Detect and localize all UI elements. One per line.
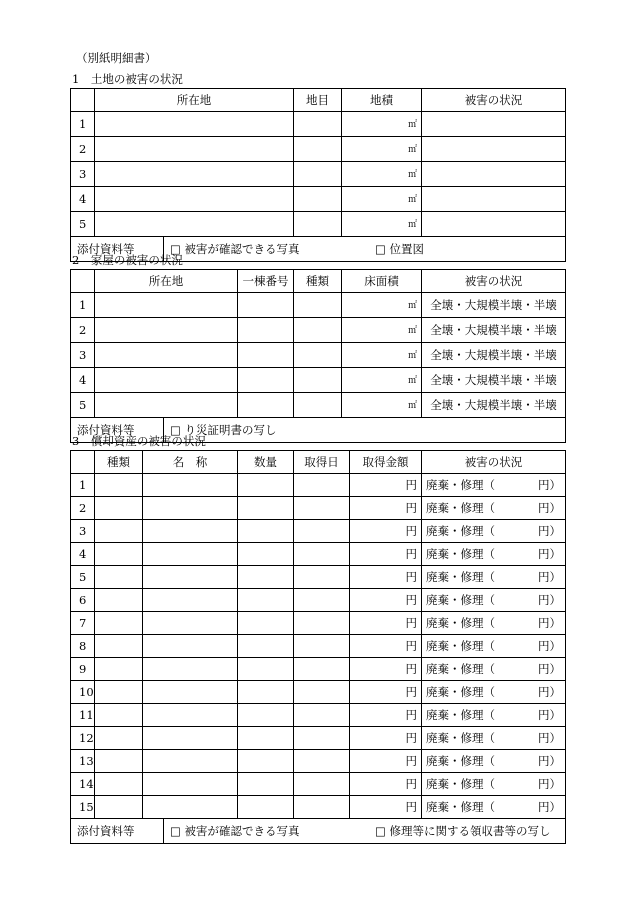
- damage-status-cell[interactable]: [422, 566, 566, 589]
- area-unit: ㎡: [407, 351, 417, 361]
- building-number-cell[interactable]: [238, 368, 294, 393]
- type-cell[interactable]: [294, 393, 342, 418]
- location-cell[interactable]: [95, 368, 238, 393]
- area-cell[interactable]: [342, 137, 422, 162]
- disposal-repair-label: 廃棄・修理（: [426, 800, 495, 814]
- quantity-cell[interactable]: [238, 589, 294, 612]
- yen-unit: 円: [405, 524, 417, 538]
- asset-type-cell[interactable]: [95, 474, 143, 497]
- acquisition-amount-cell[interactable]: [350, 796, 422, 819]
- land-category-cell[interactable]: [294, 212, 342, 237]
- row-number: 3: [71, 520, 95, 543]
- row-number: 1: [71, 293, 95, 318]
- header-cell: 地目: [294, 89, 342, 112]
- land-category-cell[interactable]: [294, 112, 342, 137]
- table-row: [71, 368, 566, 393]
- header-cell: [71, 89, 95, 112]
- damage-status-cell[interactable]: [422, 681, 566, 704]
- yen-close-label: 円）: [538, 708, 561, 722]
- damage-status-cell[interactable]: [422, 520, 566, 543]
- row-number: 2: [71, 137, 95, 162]
- location-map-checkbox[interactable]: □ 位置図: [375, 242, 425, 256]
- area-cell[interactable]: [342, 112, 422, 137]
- acquisition-date-cell[interactable]: [294, 474, 350, 497]
- table-row: [71, 750, 566, 773]
- yen-close-label: 円）: [538, 501, 561, 515]
- yen-unit: 円: [405, 593, 417, 607]
- type-cell[interactable]: [294, 368, 342, 393]
- table-row: [71, 112, 566, 137]
- yen-close-label: 円）: [538, 616, 561, 630]
- yen-unit: 円: [405, 685, 417, 699]
- quantity-cell[interactable]: [238, 520, 294, 543]
- document-title: （別紙明細書）: [76, 51, 157, 65]
- acquisition-date-cell[interactable]: [294, 727, 350, 750]
- row-number: 2: [71, 318, 95, 343]
- damage-status-cell[interactable]: 全壊・大規模半壊・半壊: [422, 368, 566, 393]
- row-number: 5: [71, 393, 95, 418]
- asset-name-cell[interactable]: [143, 727, 238, 750]
- acquisition-amount-cell[interactable]: [350, 497, 422, 520]
- damage-status-cell[interactable]: [422, 137, 566, 162]
- yen-unit: 円: [405, 501, 417, 515]
- location-cell[interactable]: [95, 293, 238, 318]
- acquisition-date-cell[interactable]: [294, 543, 350, 566]
- asset-name-cell[interactable]: [143, 704, 238, 727]
- row-number: 3: [71, 162, 95, 187]
- table-header: [71, 89, 566, 112]
- acquisition-date-cell[interactable]: [294, 704, 350, 727]
- row-number: 4: [71, 543, 95, 566]
- attachments-row: [71, 819, 566, 844]
- acquisition-amount-cell[interactable]: [350, 681, 422, 704]
- yen-close-label: 円）: [538, 524, 561, 538]
- area-cell[interactable]: [342, 212, 422, 237]
- house-damage-table: [70, 269, 566, 443]
- floor-area-cell[interactable]: [342, 343, 422, 368]
- acquisition-amount-cell[interactable]: [350, 727, 422, 750]
- damage-status-cell[interactable]: 全壊・大規模半壊・半壊: [422, 293, 566, 318]
- asset-type-cell[interactable]: [95, 681, 143, 704]
- acquisition-date-cell[interactable]: [294, 796, 350, 819]
- location-cell[interactable]: [95, 318, 238, 343]
- quantity-cell[interactable]: [238, 773, 294, 796]
- area-unit: ㎡: [407, 120, 417, 130]
- asset-type-cell[interactable]: [95, 727, 143, 750]
- table-header: [71, 270, 566, 293]
- yen-unit: 円: [405, 777, 417, 791]
- table-row: [71, 543, 566, 566]
- yen-unit: 円: [405, 708, 417, 722]
- acquisition-date-cell[interactable]: [294, 750, 350, 773]
- acquisition-date-cell[interactable]: [294, 589, 350, 612]
- asset-type-cell[interactable]: [95, 750, 143, 773]
- quantity-cell[interactable]: [238, 612, 294, 635]
- damage-status-cell[interactable]: [422, 796, 566, 819]
- floor-area-cell[interactable]: [342, 293, 422, 318]
- table-header: [71, 451, 566, 474]
- table-row: [71, 343, 566, 368]
- asset-name-cell[interactable]: [143, 520, 238, 543]
- damage-status-cell[interactable]: [422, 635, 566, 658]
- yen-unit: 円: [405, 754, 417, 768]
- row-number: 15: [71, 796, 95, 819]
- header-cell: [71, 270, 95, 293]
- row-number: 1: [71, 474, 95, 497]
- photo-checkbox[interactable]: □ 被害が確認できる写真: [170, 824, 300, 838]
- location-cell[interactable]: [95, 343, 238, 368]
- yen-unit: 円: [405, 662, 417, 676]
- damage-status-cell[interactable]: [422, 112, 566, 137]
- disposal-repair-label: 廃棄・修理（: [426, 685, 495, 699]
- table-row: [71, 520, 566, 543]
- acquisition-date-cell[interactable]: [294, 635, 350, 658]
- acquisition-amount-cell[interactable]: [350, 543, 422, 566]
- building-number-cell[interactable]: [238, 318, 294, 343]
- table-row: [71, 704, 566, 727]
- damage-status-cell[interactable]: [422, 187, 566, 212]
- building-number-cell[interactable]: [238, 393, 294, 418]
- section2-heading: 2 家屋の被害の状況: [72, 253, 183, 267]
- photo-checkbox[interactable]: □ 被害が確認できる写真: [170, 242, 300, 256]
- area-unit: ㎡: [407, 301, 417, 311]
- row-number: 8: [71, 635, 95, 658]
- asset-type-cell[interactable]: [95, 796, 143, 819]
- damage-status-cell[interactable]: 全壊・大規模半壊・半壊: [422, 393, 566, 418]
- damage-status-cell[interactable]: [422, 589, 566, 612]
- disposal-repair-label: 廃棄・修理（: [426, 501, 495, 515]
- acquisition-amount-cell[interactable]: [350, 520, 422, 543]
- quantity-cell[interactable]: [238, 750, 294, 773]
- disposal-repair-label: 廃棄・修理（: [426, 593, 495, 607]
- attachments-label: 添付資料等: [71, 237, 164, 261]
- yen-close-label: 円）: [538, 754, 561, 768]
- acquisition-amount-cell[interactable]: [350, 566, 422, 589]
- header-cell: 取得金額: [350, 451, 422, 474]
- section1-heading: 1 土地の被害の状況: [72, 72, 183, 86]
- location-cell[interactable]: [95, 187, 294, 212]
- disposal-repair-label: 廃棄・修理（: [426, 777, 495, 791]
- quantity-cell[interactable]: [238, 543, 294, 566]
- asset-type-cell[interactable]: [95, 635, 143, 658]
- location-cell[interactable]: [95, 212, 294, 237]
- assets-rows: [71, 474, 566, 819]
- quantity-cell[interactable]: [238, 497, 294, 520]
- acquisition-amount-cell[interactable]: [350, 589, 422, 612]
- row-number: 9: [71, 658, 95, 681]
- asset-type-cell[interactable]: [95, 520, 143, 543]
- asset-name-cell[interactable]: [143, 497, 238, 520]
- asset-type-cell[interactable]: [95, 612, 143, 635]
- table-row: [71, 796, 566, 819]
- table-row: [71, 681, 566, 704]
- asset-type-cell[interactable]: [95, 543, 143, 566]
- row-number: 12: [71, 727, 95, 750]
- header-cell: 床面積: [342, 270, 422, 293]
- acquisition-date-cell[interactable]: [294, 681, 350, 704]
- yen-unit: 円: [405, 800, 417, 814]
- section3-heading: 3 償却資産の被害の状況: [72, 434, 206, 448]
- quantity-cell[interactable]: [238, 796, 294, 819]
- asset-name-cell[interactable]: [143, 566, 238, 589]
- disposal-repair-label: 廃棄・修理（: [426, 662, 495, 676]
- asset-name-cell[interactable]: [143, 635, 238, 658]
- row-number: 2: [71, 497, 95, 520]
- table-row: [71, 727, 566, 750]
- damage-status-cell[interactable]: [422, 212, 566, 237]
- yen-unit: 円: [405, 570, 417, 584]
- acquisition-amount-cell[interactable]: [350, 658, 422, 681]
- yen-close-label: 円）: [538, 731, 561, 745]
- damage-status-cell[interactable]: 全壊・大規模半壊・半壊: [422, 343, 566, 368]
- damage-status-cell[interactable]: [422, 474, 566, 497]
- header-cell: 数量: [238, 451, 294, 474]
- asset-type-cell[interactable]: [95, 773, 143, 796]
- row-number: 4: [71, 187, 95, 212]
- area-cell[interactable]: [342, 187, 422, 212]
- table-row: [71, 773, 566, 796]
- acquisition-amount-cell[interactable]: [350, 750, 422, 773]
- quantity-cell[interactable]: [238, 681, 294, 704]
- asset-type-cell[interactable]: [95, 589, 143, 612]
- asset-type-cell[interactable]: [95, 658, 143, 681]
- damage-status-cell[interactable]: [422, 727, 566, 750]
- location-cell[interactable]: [95, 162, 294, 187]
- yen-unit: 円: [405, 639, 417, 653]
- disposal-repair-label: 廃棄・修理（: [426, 524, 495, 538]
- table-row: [71, 212, 566, 237]
- yen-close-label: 円）: [538, 662, 561, 676]
- acquisition-amount-cell[interactable]: [350, 704, 422, 727]
- asset-type-cell[interactable]: [95, 497, 143, 520]
- asset-name-cell[interactable]: [143, 773, 238, 796]
- acquisition-date-cell[interactable]: [294, 773, 350, 796]
- asset-name-cell[interactable]: [143, 543, 238, 566]
- quantity-cell[interactable]: [238, 474, 294, 497]
- disposal-repair-label: 廃棄・修理（: [426, 570, 495, 584]
- header-cell: 一棟番号: [238, 270, 294, 293]
- quantity-cell[interactable]: [238, 704, 294, 727]
- yen-close-label: 円）: [538, 685, 561, 699]
- quantity-cell[interactable]: [238, 727, 294, 750]
- damage-status-cell[interactable]: [422, 750, 566, 773]
- table-row: [71, 474, 566, 497]
- building-number-cell[interactable]: [238, 343, 294, 368]
- header-cell: 被害の状況: [422, 89, 566, 112]
- row-number: 4: [71, 368, 95, 393]
- table-row: [71, 187, 566, 212]
- row-number: 13: [71, 750, 95, 773]
- damage-status-cell[interactable]: [422, 612, 566, 635]
- depreciable-assets-table: [70, 450, 566, 844]
- table-row: [71, 137, 566, 162]
- table-row: [71, 566, 566, 589]
- disposal-repair-label: 廃棄・修理（: [426, 708, 495, 722]
- header-cell: 所在地: [95, 89, 294, 112]
- asset-type-cell[interactable]: [95, 566, 143, 589]
- table-row: [71, 318, 566, 343]
- location-cell[interactable]: [95, 112, 294, 137]
- yen-close-label: 円）: [538, 800, 561, 814]
- attachments-label: 添付資料等: [71, 418, 164, 442]
- row-number: 3: [71, 343, 95, 368]
- asset-name-cell[interactable]: [143, 658, 238, 681]
- table-row: [71, 393, 566, 418]
- disposal-repair-label: 廃棄・修理（: [426, 616, 495, 630]
- area-unit: ㎡: [407, 170, 417, 180]
- acquisition-date-cell[interactable]: [294, 566, 350, 589]
- disposal-repair-label: 廃棄・修理（: [426, 754, 495, 768]
- land-damage-table: [70, 88, 566, 262]
- acquisition-amount-cell[interactable]: [350, 474, 422, 497]
- area-unit: ㎡: [407, 195, 417, 205]
- yen-close-label: 円）: [538, 547, 561, 561]
- row-number: 6: [71, 589, 95, 612]
- acquisition-date-cell[interactable]: [294, 497, 350, 520]
- damage-status-cell[interactable]: [422, 773, 566, 796]
- land-category-cell[interactable]: [294, 187, 342, 212]
- table-row: [71, 162, 566, 187]
- floor-area-cell[interactable]: [342, 393, 422, 418]
- table-row: [71, 612, 566, 635]
- attachments-label: 添付資料等: [71, 819, 164, 843]
- area-unit: ㎡: [407, 145, 417, 155]
- location-cell[interactable]: [95, 393, 238, 418]
- header-cell: 種類: [294, 270, 342, 293]
- yen-close-label: 円）: [538, 777, 561, 791]
- type-cell[interactable]: [294, 343, 342, 368]
- acquisition-amount-cell[interactable]: [350, 612, 422, 635]
- damage-status-cell[interactable]: [422, 543, 566, 566]
- disposal-repair-label: 廃棄・修理（: [426, 478, 495, 492]
- yen-close-label: 円）: [538, 570, 561, 584]
- yen-unit: 円: [405, 547, 417, 561]
- location-cell[interactable]: [95, 137, 294, 162]
- quantity-cell[interactable]: [238, 635, 294, 658]
- asset-name-cell[interactable]: [143, 681, 238, 704]
- yen-close-label: 円）: [538, 593, 561, 607]
- yen-unit: 円: [405, 478, 417, 492]
- row-number: 5: [71, 566, 95, 589]
- header-cell: 種類: [95, 451, 143, 474]
- damage-status-cell[interactable]: [422, 658, 566, 681]
- table-row: [71, 589, 566, 612]
- acquisition-date-cell[interactable]: [294, 658, 350, 681]
- yen-unit: 円: [405, 731, 417, 745]
- row-number: 10: [71, 681, 95, 704]
- disposal-repair-label: 廃棄・修理（: [426, 547, 495, 561]
- asset-name-cell[interactable]: [143, 589, 238, 612]
- row-number: 11: [71, 704, 95, 727]
- header-cell: 所在地: [95, 270, 238, 293]
- yen-unit: 円: [405, 616, 417, 630]
- type-cell[interactable]: [294, 318, 342, 343]
- acquisition-date-cell[interactable]: [294, 520, 350, 543]
- yen-close-label: 円）: [538, 478, 561, 492]
- asset-type-cell[interactable]: [95, 704, 143, 727]
- land-category-cell[interactable]: [294, 162, 342, 187]
- yen-close-label: 円）: [538, 639, 561, 653]
- damage-status-cell[interactable]: [422, 704, 566, 727]
- asset-name-cell[interactable]: [143, 750, 238, 773]
- row-number: 5: [71, 212, 95, 237]
- area-unit: ㎡: [407, 326, 417, 336]
- asset-name-cell[interactable]: [143, 796, 238, 819]
- header-cell: 名 称: [143, 451, 238, 474]
- table-row: [71, 658, 566, 681]
- quantity-cell[interactable]: [238, 566, 294, 589]
- building-number-cell[interactable]: [238, 293, 294, 318]
- disposal-repair-label: 廃棄・修理（: [426, 639, 495, 653]
- receipt-copy-checkbox[interactable]: □ 修理等に関する領収書等の写し: [375, 824, 551, 838]
- land-category-cell[interactable]: [294, 137, 342, 162]
- area-cell[interactable]: [342, 162, 422, 187]
- damage-status-cell[interactable]: 全壊・大規模半壊・半壊: [422, 318, 566, 343]
- damage-status-cell[interactable]: [422, 497, 566, 520]
- header-cell: [71, 451, 95, 474]
- table-row: [71, 293, 566, 318]
- row-number: 1: [71, 112, 95, 137]
- header-cell: 取得日: [294, 451, 350, 474]
- acquisition-date-cell[interactable]: [294, 612, 350, 635]
- acquisition-amount-cell[interactable]: [350, 773, 422, 796]
- asset-name-cell[interactable]: [143, 612, 238, 635]
- asset-name-cell[interactable]: [143, 474, 238, 497]
- damage-status-cell[interactable]: [422, 162, 566, 187]
- table-row: [71, 497, 566, 520]
- type-cell[interactable]: [294, 293, 342, 318]
- disaster-certificate-checkbox[interactable]: □ り災証明書の写し: [170, 423, 277, 437]
- row-number: 14: [71, 773, 95, 796]
- acquisition-amount-cell[interactable]: [350, 635, 422, 658]
- area-unit: ㎡: [407, 220, 417, 230]
- table-row: [71, 635, 566, 658]
- header-cell: 被害の状況: [422, 451, 566, 474]
- quantity-cell[interactable]: [238, 658, 294, 681]
- header-cell: 地積: [342, 89, 422, 112]
- area-unit: ㎡: [407, 376, 417, 386]
- floor-area-cell[interactable]: [342, 318, 422, 343]
- row-number: 7: [71, 612, 95, 635]
- header-cell: 被害の状況: [422, 270, 566, 293]
- disposal-repair-label: 廃棄・修理（: [426, 731, 495, 745]
- area-unit: ㎡: [407, 401, 417, 411]
- floor-area-cell[interactable]: [342, 368, 422, 393]
